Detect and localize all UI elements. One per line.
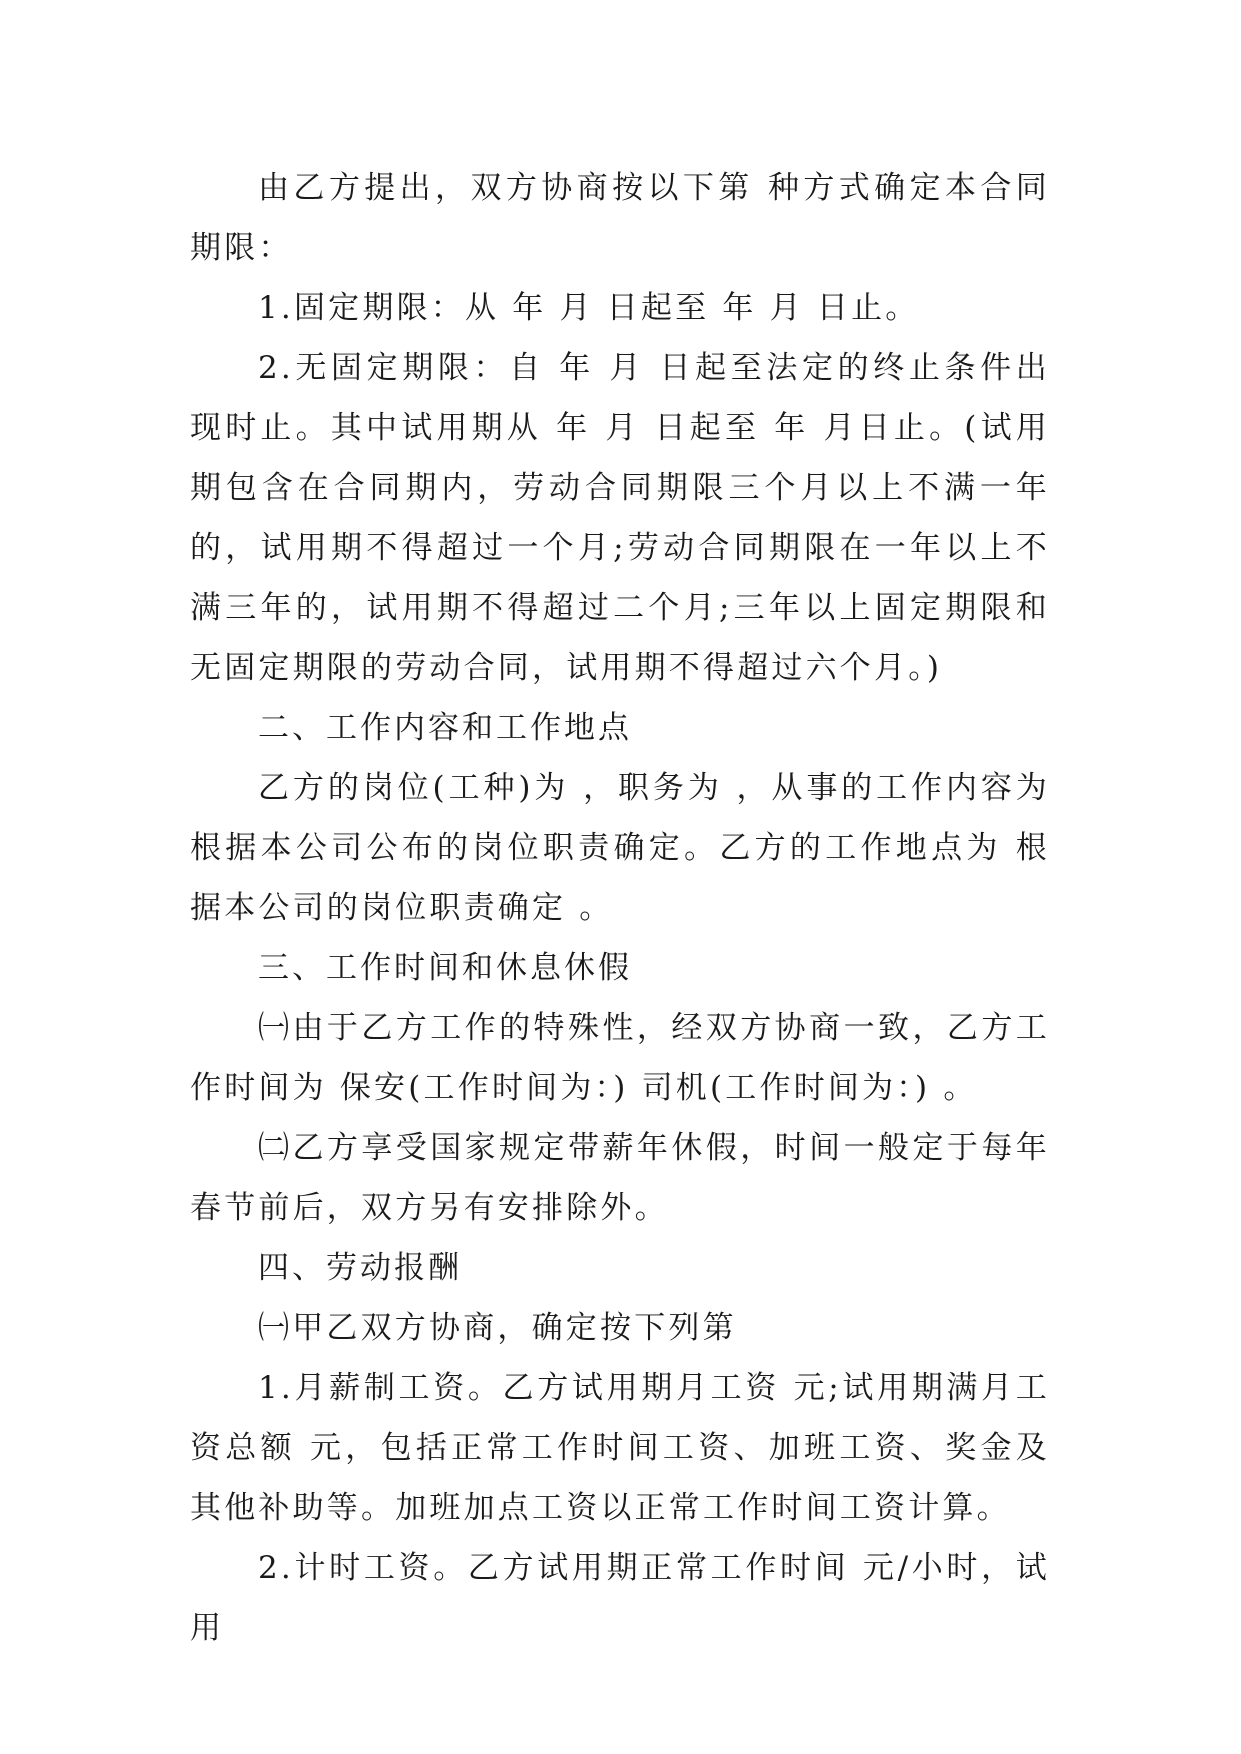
remuneration-intro: ㈠甲乙双方协商，确定按下列第 [258, 1310, 737, 1346]
position-clause: 乙方的岗位(工种)为 ，职务为 ，从事的工作内容为根据本公司公布的岗位职责确定。乙方的工作地点为 根据本公司的岗位职责确定 。 [190, 770, 1050, 926]
annual-leave-clause: ㈡乙方享受国家规定带薪年休假，时间一般定于每年春节前后，双方另有安排除外。 [190, 1130, 1050, 1226]
monthly-salary-clause: 1.月薪制工资。乙方试用期月工资 元;试用期满月工资总额 元，包括正常工作时间工资、加班工资、奖金及其他补助等。加班加点工资以正常工作时间工资计算。 [190, 1370, 1050, 1526]
section-heading-work-hours: 三、工作时间和休息休假 [258, 950, 632, 986]
contract-body [190, 158, 1050, 1658]
fixed-term-clause: 1.固定期限：从 年 月 日起至 年 月 日止。 [258, 290, 920, 326]
hourly-wage-clause: 2.计时工资。乙方试用期正常工作时间 元/小时，试用 [190, 1550, 1050, 1646]
work-hours-clause: ㈠由于乙方工作的特殊性，经双方协商一致，乙方工作时间为 保安(工作时间为：) 司机(工作时间为：) 。 [190, 1010, 1050, 1106]
contract-term-intro: 由乙方提出，双方协商按以下第 种方式确定本合同期限： [190, 170, 1050, 266]
section-heading-work-content: 二、工作内容和工作地点 [258, 710, 632, 746]
section-heading-remuneration: 四、劳动报酬 [258, 1250, 462, 1286]
open-term-clause: 2.无固定期限：自 年 月 日起至法定的终止条件出现时止。其中试用期从 年 月 日起至 年 月日止。(试用期包含在合同期内，劳动合同期限三个月以上不满一年的，试用期不得超过一个月;劳动合同期限在一年以上不满三年的，试用期不得超过二个月;三年以上固定期限和无固定期限的劳动合同，试用期不得超过六个月。) [190, 350, 1050, 686]
